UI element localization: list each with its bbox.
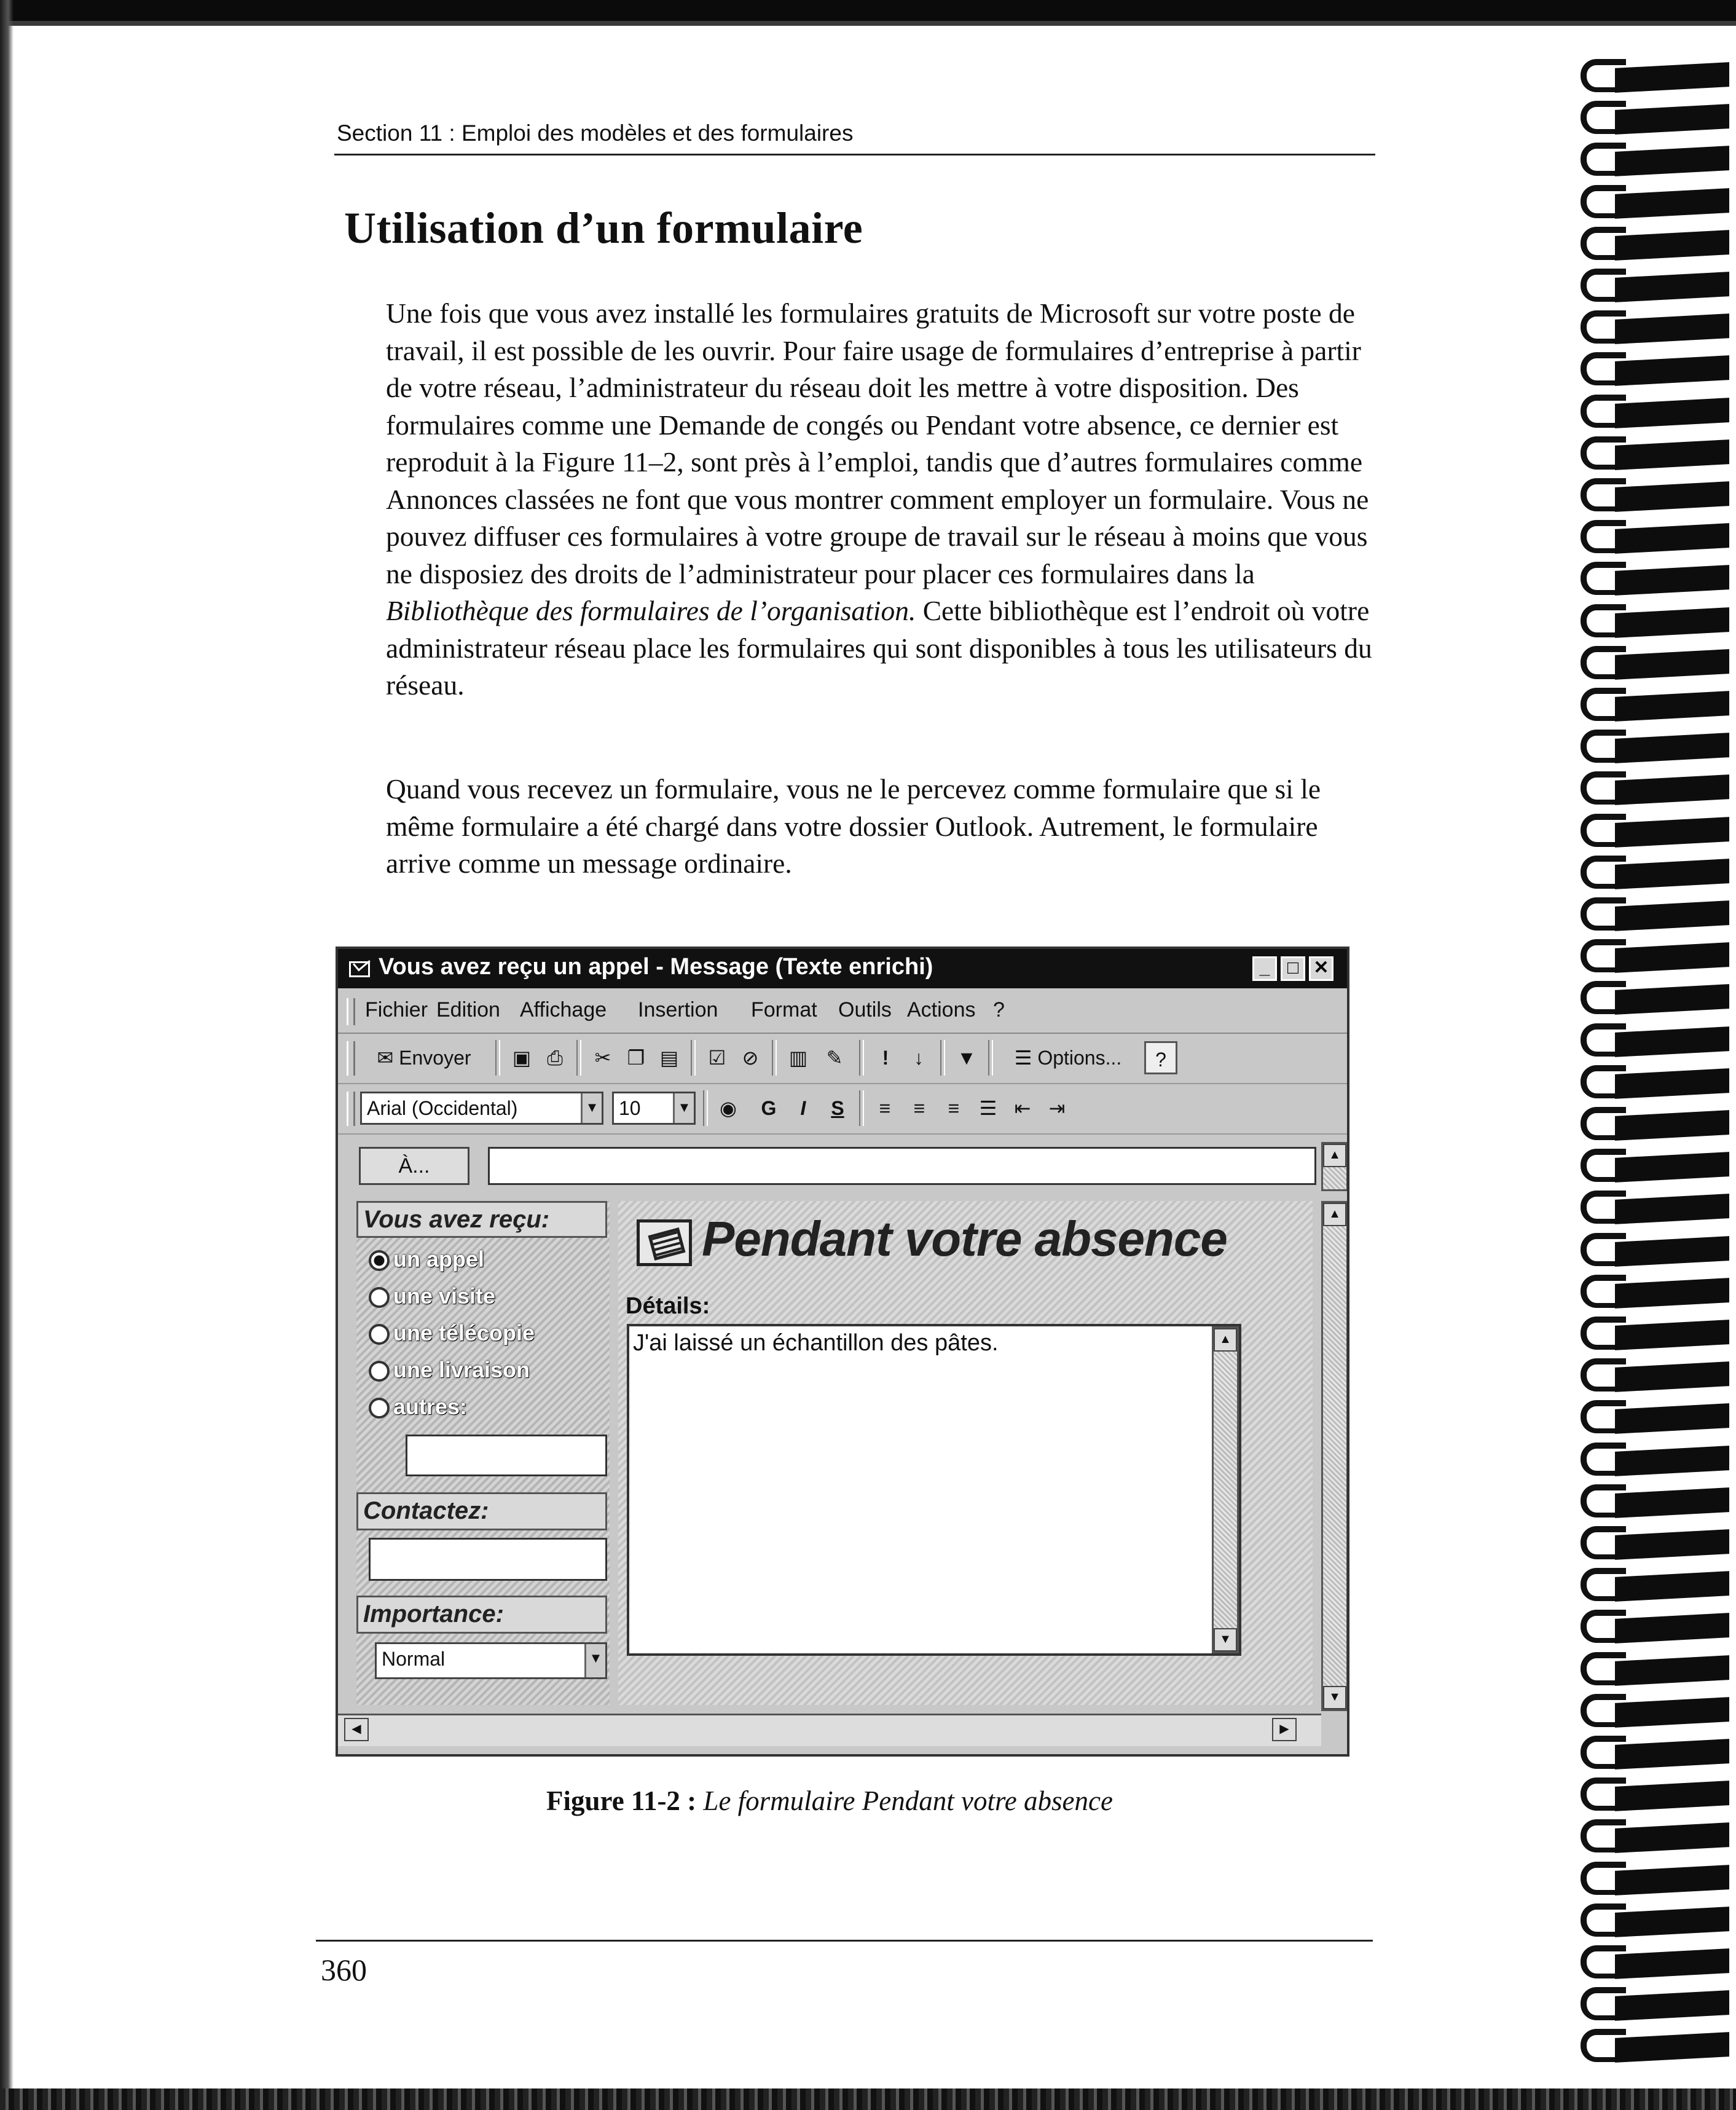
spiral-coil [1578, 1858, 1726, 1897]
coil-bar [1615, 1739, 1729, 1769]
coil-bar [1615, 1823, 1729, 1854]
spiral-coil [1578, 265, 1726, 304]
form-main-panel [618, 1201, 1313, 1705]
horizontal-scrollbar[interactable] [338, 1714, 1321, 1746]
spiral-coil [1578, 307, 1726, 346]
coil-bar [1615, 62, 1729, 93]
form-left-panel [356, 1201, 610, 1705]
coil-bar [1615, 104, 1729, 135]
coil-bar [1615, 313, 1729, 344]
spiral-coil [1578, 977, 1726, 1017]
header-rule [334, 154, 1375, 155]
importance-select[interactable] [375, 1642, 607, 1679]
body-paragraph-2: Quand vous recevez un formulaire, vous ne le percevez comme formulaire que si le même formulaire a été chargé dans votre dossier Outlook. Autrement, le formulaire arrive comme un message ordinaire. [386, 773, 1321, 879]
spiral-coil [1578, 558, 1726, 597]
spiral-coil [1578, 1103, 1726, 1143]
details-textarea[interactable] [627, 1324, 1241, 1656]
help-icon[interactable]: ? [1144, 1041, 1177, 1074]
send-icon: ✉ [377, 1047, 399, 1069]
coil-bar [1615, 188, 1729, 219]
toolbar-separator [495, 1040, 500, 1076]
details-label: Détails: [626, 1293, 710, 1319]
bold-button[interactable]: G [761, 1097, 777, 1119]
spiral-coil [1578, 433, 1726, 472]
chevron-up-icon[interactable]: ▲ [1323, 1144, 1346, 1167]
spiral-coil [1578, 1690, 1726, 1730]
body-paragraph-1 [386, 295, 1375, 704]
coil-bar [1615, 1236, 1729, 1267]
paragraph-1-text-b: Cette bibliothèque est l’endroit où votre administrateur réseau place les formulaires qui sont disponibles à tous les utilisateurs du réseau. [386, 595, 1372, 701]
outlook-message-window [336, 947, 1349, 1757]
chevron-down-icon[interactable]: ▼ [1323, 1686, 1346, 1709]
section-title: Utilisation d’un formulaire [344, 203, 863, 253]
send-label: Envoyer [399, 1047, 471, 1069]
radio-label: autres: [393, 1394, 468, 1419]
chevron-left-icon[interactable]: ◀ [344, 1718, 369, 1741]
menu-actions[interactable]: Actions [907, 998, 976, 1022]
spiral-binding [1578, 55, 1726, 2084]
coil-bar [1615, 607, 1729, 638]
coil-bar [1615, 1990, 1729, 2021]
radio-label: une livraison [393, 1357, 530, 1382]
spiral-coil [1578, 684, 1726, 723]
spiral-coil [1578, 1648, 1726, 1688]
spiral-coil [1578, 1439, 1726, 1478]
coil-bar [1615, 1320, 1729, 1350]
figure-title: Le formulaire Pendant votre absence [703, 1785, 1113, 1816]
library-name-italic: Bibliothèque des formulaires de l’organisation. [386, 595, 916, 626]
recipient-row [338, 1135, 1347, 1196]
coil-bar [1615, 1068, 1729, 1099]
copy-icon[interactable]: ❐ [627, 1047, 645, 1069]
spiral-coil [1578, 726, 1726, 765]
page-number: 360 [321, 1953, 367, 1987]
scan-border-top [0, 0, 1736, 36]
radio-une-livraison[interactable] [369, 1357, 530, 1389]
spiral-coil [1578, 810, 1726, 849]
font-select[interactable] [360, 1092, 603, 1125]
menu-help[interactable]: ? [993, 998, 1005, 1022]
spiral-coil [1578, 474, 1726, 514]
spiral-coil [1578, 1313, 1726, 1352]
font-size-value: 10 [619, 1097, 641, 1119]
spiral-coil [1578, 97, 1726, 136]
print-icon[interactable]: ⎙ [547, 1047, 563, 1069]
coil-bar [1615, 775, 1729, 806]
toolbar-separator [859, 1040, 864, 1076]
coil-bar [1615, 272, 1729, 302]
spiral-coil [1578, 1145, 1726, 1184]
spiral-coil [1578, 391, 1726, 430]
contact-label: Contactez: [356, 1492, 607, 1530]
flag-icon[interactable]: ▼ [957, 1047, 976, 1069]
coil-bar [1615, 649, 1729, 680]
window-titlebar[interactable] [338, 949, 1347, 988]
coil-bar [1615, 817, 1729, 848]
scan-border-bottom [0, 2088, 1736, 2110]
toolbar-separator [940, 1040, 945, 1076]
spiral-coil [1578, 1816, 1726, 1855]
menubar-grip[interactable] [347, 998, 355, 1025]
radio-une-visite[interactable] [369, 1283, 495, 1315]
close-button[interactable]: ✕ [1309, 956, 1333, 981]
message-form-icon [637, 1219, 692, 1266]
font-size-select[interactable] [612, 1092, 696, 1125]
radio-selected-icon [369, 1250, 390, 1271]
spiral-coil [1578, 1481, 1726, 1520]
menu-edition[interactable]: Edition [436, 998, 500, 1022]
coil-bar [1615, 1571, 1729, 1602]
coil-bar [1615, 1487, 1729, 1518]
chevron-down-icon[interactable]: ▼ [1214, 1628, 1237, 1651]
received-label: Vous avez reçu: [356, 1201, 607, 1238]
spiral-coil [1578, 894, 1726, 933]
coil-bar [1615, 565, 1729, 596]
coil-bar [1615, 1194, 1729, 1225]
spiral-coil [1578, 1942, 1726, 1981]
coil-bar [1615, 2033, 1729, 2063]
coil-bar [1615, 439, 1729, 470]
toolbar-separator [576, 1040, 581, 1076]
toolbar-grip[interactable] [347, 1092, 355, 1126]
importance-label: Importance: [356, 1596, 607, 1634]
spiral-coil [1578, 223, 1726, 262]
radio-un-appel[interactable] [369, 1246, 484, 1278]
high-importance-icon[interactable]: ! [882, 1047, 889, 1069]
radio-une-telecopie[interactable] [369, 1320, 535, 1352]
coil-bar [1615, 1361, 1729, 1392]
toolbar-separator [859, 1090, 864, 1126]
coil-bar [1615, 1865, 1729, 1895]
spiral-coil [1578, 768, 1726, 807]
address-book-icon[interactable]: ▥ [788, 1047, 808, 1069]
to-button[interactable]: À... [359, 1147, 469, 1185]
italic-button[interactable]: I [800, 1097, 806, 1119]
window-title: Vous avez reçu un appel - Message (Texte enrichi) [379, 954, 933, 980]
chevron-right-icon[interactable]: ▶ [1272, 1718, 1297, 1741]
spiral-coil [1578, 1606, 1726, 1645]
coil-bar [1615, 1446, 1729, 1476]
coil-bar [1615, 356, 1729, 387]
spiral-coil [1578, 1900, 1726, 1939]
spiral-coil [1578, 1061, 1726, 1101]
coil-bar [1615, 859, 1729, 889]
menu-insertion[interactable]: Insertion [638, 998, 718, 1022]
menu-affichage[interactable]: Affichage [520, 998, 607, 1022]
low-importance-icon[interactable]: ↓ [914, 1047, 924, 1069]
minimize-button[interactable]: _ [1252, 956, 1277, 981]
spiral-coil [1578, 852, 1726, 891]
attach-icon[interactable]: ⊘ [742, 1047, 759, 1069]
coil-bar [1615, 1026, 1729, 1057]
spiral-coil [1578, 1020, 1726, 1059]
coil-bar [1615, 1697, 1729, 1728]
check-names-icon[interactable]: ☑ [708, 1047, 726, 1069]
details-scrollbar[interactable] [1212, 1326, 1239, 1653]
coil-bar [1615, 942, 1729, 973]
header-scrollbar[interactable] [1321, 1142, 1348, 1191]
coil-bar [1615, 1404, 1729, 1435]
spiral-coil [1578, 348, 1726, 388]
toolbar-separator [691, 1040, 696, 1076]
cut-icon[interactable]: ✂ [594, 1047, 611, 1069]
importance-value: Normal [382, 1648, 446, 1670]
toolbar-separator [772, 1040, 777, 1076]
radio-icon [369, 1324, 390, 1345]
coil-bar [1615, 481, 1729, 512]
underline-button[interactable]: S [831, 1097, 844, 1119]
coil-bar [1615, 985, 1729, 1015]
coil-bar [1615, 733, 1729, 763]
maximize-button[interactable]: □ [1281, 956, 1305, 981]
radio-icon [369, 1361, 390, 1382]
increase-indent-icon[interactable]: ⇥ [1048, 1097, 1066, 1119]
chevron-up-icon[interactable]: ▲ [1323, 1203, 1346, 1226]
coil-bar [1615, 146, 1729, 177]
coil-bar [1615, 1278, 1729, 1309]
standard-toolbar [338, 1034, 1347, 1084]
spiral-coil [1578, 1522, 1726, 1562]
spiral-coil [1578, 1229, 1726, 1269]
spiral-coil [1578, 1271, 1726, 1310]
coil-bar [1615, 523, 1729, 554]
decrease-indent-icon[interactable]: ⇤ [1014, 1097, 1031, 1119]
envelope-icon [349, 961, 370, 977]
chevron-up-icon[interactable]: ▲ [1214, 1328, 1237, 1352]
send-button[interactable] [363, 1041, 485, 1074]
spiral-coil [1578, 1983, 1726, 2023]
spiral-coil [1578, 1355, 1726, 1394]
toolbar-grip[interactable] [347, 1041, 355, 1076]
radio-label: une visite [393, 1283, 496, 1309]
figure-number: Figure 11-2 : [546, 1785, 697, 1816]
spiral-coil [1578, 55, 1726, 95]
coil-bar [1615, 691, 1729, 722]
figure-caption [0, 1785, 1659, 1817]
menu-fichier[interactable]: Fichier [365, 998, 428, 1022]
spiral-coil [1578, 516, 1726, 556]
bullets-icon[interactable]: ☰ [979, 1097, 997, 1119]
coil-bar [1615, 1152, 1729, 1183]
footer-rule [316, 1940, 1373, 1942]
radio-label: un appel [393, 1246, 485, 1272]
save-icon[interactable]: ▣ [512, 1047, 532, 1069]
align-left-icon[interactable]: ≡ [879, 1097, 891, 1119]
coil-bar [1615, 1948, 1729, 1979]
align-right-icon[interactable]: ≡ [948, 1097, 960, 1119]
paste-icon[interactable]: ▤ [659, 1047, 679, 1069]
spiral-coil [1578, 2025, 1726, 2065]
coil-bar [1615, 1529, 1729, 1560]
radio-icon [369, 1287, 390, 1308]
coil-bar [1615, 900, 1729, 931]
align-center-icon[interactable]: ≡ [913, 1097, 925, 1119]
running-head: Section 11 : Emploi des modèles et des formulaires [337, 120, 854, 146]
spiral-coil [1578, 1732, 1726, 1771]
coil-bar [1615, 1110, 1729, 1141]
details-text: J'ai laissé un échantillon des pâtes. [633, 1330, 999, 1356]
spiral-coil [1578, 1396, 1726, 1436]
chevron-down-icon[interactable]: ▼ [581, 1093, 602, 1123]
spiral-coil [1578, 642, 1726, 682]
options-button[interactable] [1000, 1041, 1136, 1074]
coil-bar [1615, 230, 1729, 261]
coil-bar [1615, 1613, 1729, 1644]
font-select-value: Arial (Occidental) [367, 1097, 518, 1119]
spiral-coil [1578, 181, 1726, 221]
spiral-coil [1578, 1564, 1726, 1604]
menu-format[interactable]: Format [751, 998, 817, 1022]
coil-bar [1615, 1655, 1729, 1686]
spiral-coil [1578, 935, 1726, 975]
radio-label: une télécopie [393, 1320, 535, 1345]
radio-icon [369, 1398, 390, 1419]
menu-bar [338, 990, 1347, 1034]
form-vertical-scrollbar[interactable] [1321, 1201, 1348, 1711]
toolbar-separator [988, 1040, 993, 1076]
coil-bar [1615, 398, 1729, 428]
formatting-toolbar [338, 1084, 1347, 1135]
chevron-down-icon[interactable]: ▼ [584, 1644, 605, 1677]
font-color-icon[interactable]: ◉ [720, 1097, 737, 1119]
spiral-coil [1578, 600, 1726, 640]
to-field[interactable] [488, 1147, 1316, 1185]
menu-outils[interactable]: Outils [838, 998, 892, 1022]
chevron-down-icon[interactable]: ▼ [673, 1093, 694, 1123]
options-label: Options... [1037, 1047, 1122, 1069]
coil-bar [1615, 1907, 1729, 1937]
options-icon: ☰ [1014, 1047, 1038, 1069]
other-field[interactable] [406, 1435, 607, 1476]
toolbar-separator [703, 1090, 708, 1126]
form-heading: Pendant votre absence [702, 1211, 1227, 1266]
spiral-coil [1578, 1187, 1726, 1226]
spiral-coil [1578, 139, 1726, 178]
radio-autres[interactable] [369, 1394, 467, 1426]
signature-icon[interactable]: ✎ [826, 1047, 843, 1069]
paragraph-1-text-a: Une fois que vous avez installé les formulaires gratuits de Microsoft sur votre poste de travail, il est possible de les ouvrir. Pour faire usage de formulaires d’entreprise à partir de votre réseau, l’administrateur du réseau doit les mettre à votre disposition. Des formulaires comme une Demande de congés ou Pendant votre absence, ce dernier est reproduit à la Figure 11–2, sont près à l’emploi, tandis que d’autres formulaires comme Annonces classées ne font que vous montrer comment employer un formulaire. Vous ne pouvez diffuser ces formulaires à votre groupe de travail sur le réseau à moins que vous ne disposiez des droits de l’administrateur pour placer ces formulaires dans la [386, 297, 1369, 589]
contact-field[interactable] [369, 1538, 607, 1581]
